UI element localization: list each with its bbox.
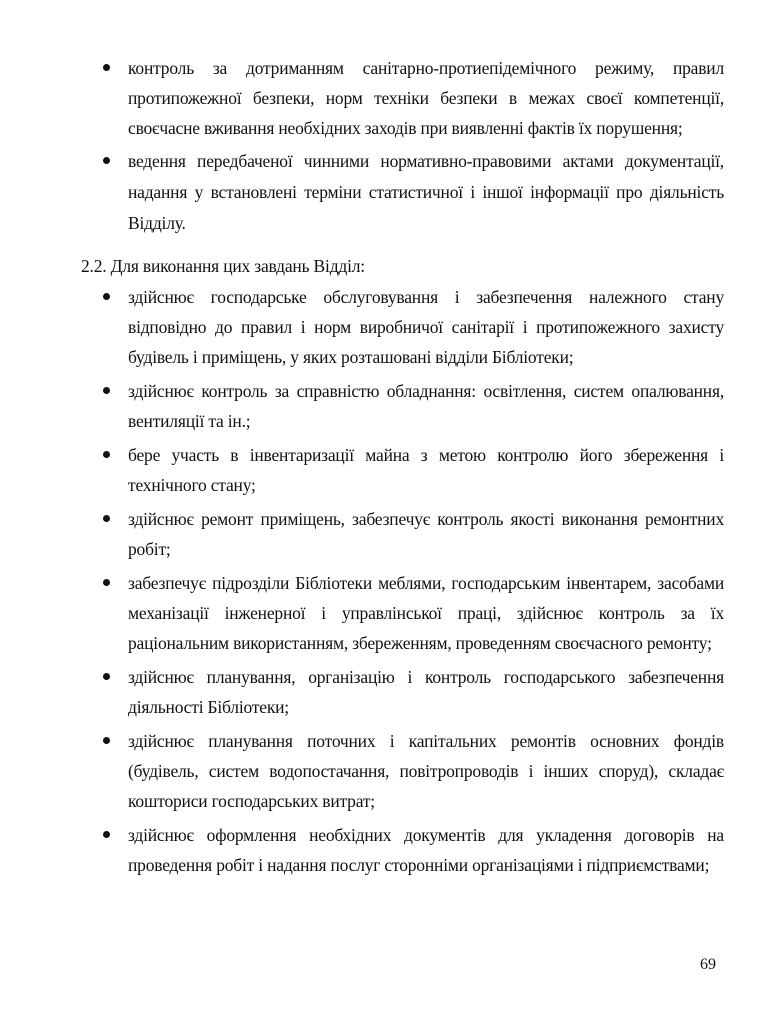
list-item-text: здійснює оформлення необхідних документів для укладення договорів на проведення робіт і надання послуг сторонніми організаціями і підприємствами;	[128, 825, 724, 875]
list-item-text: контроль за дотриманням санітарно-протиепідемічного режиму, правил протипожежної безпеки, норм техніки безпеки в межах своєї компетенції, своєчасне вживання необхідних заходів при виявленні фактів їх порушення;	[128, 58, 724, 138]
list-item	[128, 820, 724, 880]
list-item-text: бере участь в інвентаризації майна з метою контролю його збереження і технічного стану;	[128, 445, 724, 495]
list-item	[128, 504, 724, 564]
bullet-icon	[103, 451, 110, 458]
list-item	[128, 440, 724, 500]
bullet-icon	[103, 64, 110, 71]
list-item	[128, 568, 724, 658]
list-item-text: здійснює господарське обслуговування і забезпечення належного стану відповідно до правил і норм виробничої санітарії і протипожежного захисту будівель і приміщень, у яких розташовані відділи Бібліотеки;	[128, 287, 724, 367]
list-item-text: здійснює контроль за справністю обладнання: освітлення, систем опалювання, вентиляції та ін.;	[128, 381, 724, 431]
bullet-icon	[103, 293, 110, 300]
section-bullet-list	[128, 282, 724, 880]
list-item	[128, 53, 724, 143]
bullet-icon	[103, 737, 110, 744]
list-item-text: ведення передбаченої чинними нормативно-правовими актами документації, надання у встановлені терміни статистичної і іншої інформації про діяльність Відділу.	[128, 151, 724, 233]
bullet-icon	[103, 387, 110, 394]
page-number: 69	[700, 956, 716, 973]
list-item-text: забезпечує підрозділи Бібліотеки меблями, господарським інвентарем, засобами механізації інженерної і управлінської праці, здійснює контроль за їх раціональним використанням, збереженням, проведенням своєчасного ремонту;	[128, 573, 724, 653]
list-item	[128, 146, 724, 239]
bullet-icon	[103, 579, 110, 586]
list-item	[128, 376, 724, 436]
list-item-text: здійснює планування, організацію і контроль господарського забезпечення діяльності Бібліотеки;	[128, 667, 724, 717]
intro-bullet-list	[128, 53, 724, 239]
list-item-text: здійснює планування поточних і капітальних ремонтів основних фондів (будівель, систем водопостачання, повітропроводів і інших споруд), складає кошториси господарських витрат;	[128, 731, 724, 811]
list-item	[128, 282, 724, 372]
bullet-icon	[103, 515, 110, 522]
list-item	[128, 662, 724, 722]
section-heading: 2.2. Для виконання цих завдань Відділ:	[81, 256, 365, 276]
list-item	[128, 726, 724, 816]
bullet-icon	[103, 157, 110, 164]
bullet-icon	[103, 673, 110, 680]
list-item-text: здійснює ремонт приміщень, забезпечує контроль якості виконання ремонтних робіт;	[128, 509, 724, 559]
bullet-icon	[103, 831, 110, 838]
